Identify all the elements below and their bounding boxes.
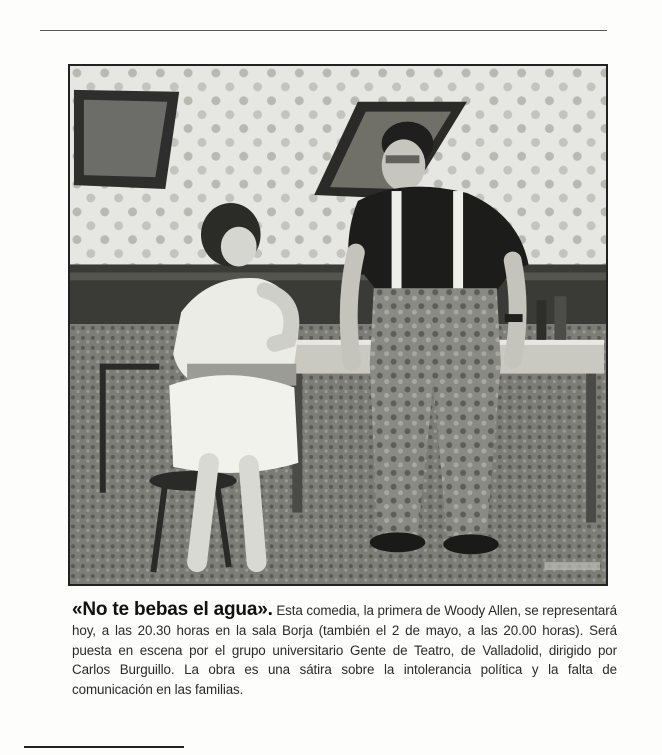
bottom-rule [24, 746, 184, 748]
press-photo [68, 64, 608, 586]
caption-body: Esta comedia, la primera de Woody Allen, se representará hoy, a las 20.30 horas en la sala Borja (también el 2 de mayo, a las 20.00 horas). Será puesta en escena por el grupo universitario Gente de Teatro, de Valladolid, dirigido por Carlos Burguillo. La obra es una sátira sobre la intolerancia política y la falta de comunicación en las familias. [72, 603, 617, 698]
photo-illustration [70, 66, 606, 584]
top-rule [40, 30, 607, 31]
photo-caption [72, 600, 617, 700]
caption-title: «No te bebas el agua». [72, 599, 273, 620]
